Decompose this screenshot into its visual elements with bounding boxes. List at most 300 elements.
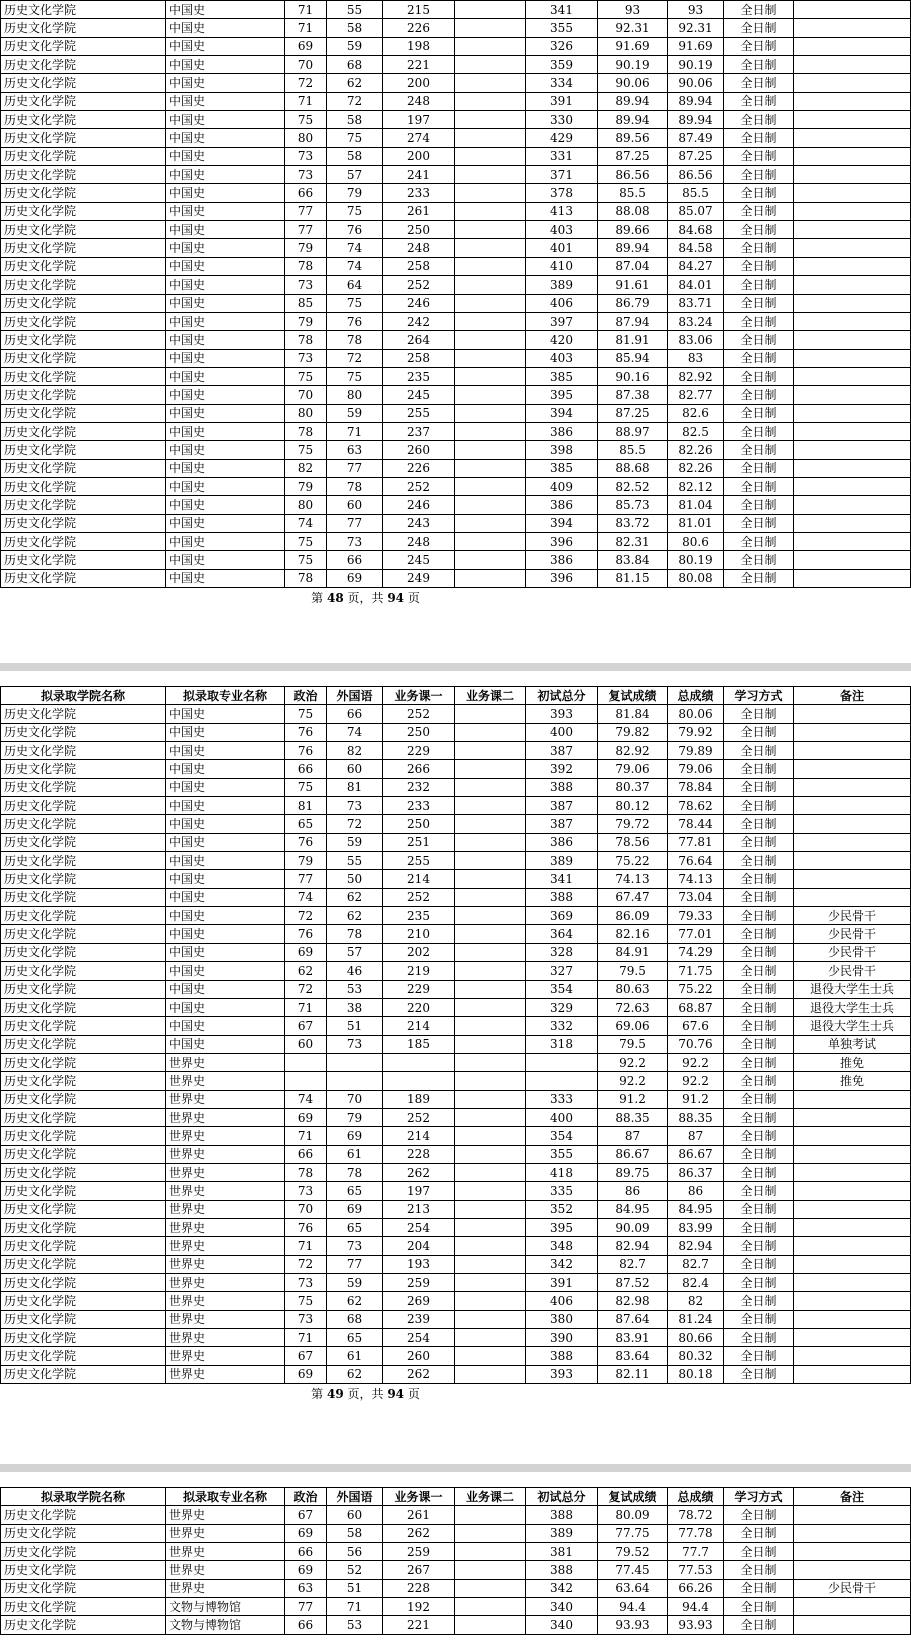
table-cell: 390: [526, 1329, 598, 1347]
table-cell: [455, 184, 526, 202]
table-cell: 77.53: [668, 1561, 724, 1579]
table-cell: 46: [327, 962, 383, 980]
table-cell: 232: [383, 778, 455, 796]
table-cell: 79.82: [598, 723, 668, 741]
table-cell: 74.29: [668, 943, 724, 961]
table-cell: 全日制: [724, 56, 794, 74]
table-cell: 全日制: [724, 477, 794, 495]
column-header: 备注: [794, 687, 911, 705]
admission-table-page-50: [0, 1487, 911, 1635]
table-cell: 60: [327, 760, 383, 778]
table-cell: [794, 569, 911, 587]
table-cell: 72: [285, 74, 327, 92]
table-cell: [794, 1616, 911, 1634]
table-cell: 中国史: [166, 239, 285, 257]
table-cell: 76: [285, 723, 327, 741]
table-cell: 262: [383, 1524, 455, 1542]
table-cell: 393: [526, 705, 598, 723]
table-cell: 84.58: [668, 239, 724, 257]
table-cell: 少民骨干: [794, 962, 911, 980]
table-cell: [455, 294, 526, 312]
table-cell: 78: [327, 477, 383, 495]
table-row: [1, 477, 911, 495]
table-cell: 88.35: [598, 1108, 668, 1126]
table-cell: 80.09: [598, 1506, 668, 1524]
table-cell: 406: [526, 294, 598, 312]
table-cell: 72: [327, 92, 383, 110]
table-cell: 历史文化学院: [1, 1274, 166, 1292]
table-header-row: [1, 687, 911, 705]
table-cell: 历史文化学院: [1, 962, 166, 980]
table-cell: 58: [327, 19, 383, 37]
table-cell: 72: [285, 980, 327, 998]
table-cell: 81.91: [598, 331, 668, 349]
table-cell: [327, 1072, 383, 1090]
table-cell: 历史文化学院: [1, 760, 166, 778]
table-cell: 中国史: [166, 92, 285, 110]
table-cell: 中国史: [166, 496, 285, 514]
table-cell: 391: [526, 92, 598, 110]
column-header: 政治: [285, 687, 327, 705]
table-cell: 推免: [794, 1053, 911, 1071]
table-cell: 62: [285, 962, 327, 980]
table-cell: 中国史: [166, 441, 285, 459]
table-cell: 348: [526, 1237, 598, 1255]
table-cell: 86.37: [668, 1163, 724, 1181]
table-cell: [455, 943, 526, 961]
table-cell: [794, 276, 911, 294]
table-cell: 90.16: [598, 367, 668, 385]
table-cell: 历史文化学院: [1, 569, 166, 587]
table-cell: 全日制: [724, 1310, 794, 1328]
table-cell: 213: [383, 1200, 455, 1218]
table-cell: [285, 1053, 327, 1071]
table-cell: 历史文化学院: [1, 870, 166, 888]
table-cell: 中国史: [166, 514, 285, 532]
table-row: [1, 797, 911, 815]
table-cell: 264: [383, 331, 455, 349]
table-cell: 192: [383, 1598, 455, 1616]
table-cell: 全日制: [724, 1506, 794, 1524]
table-cell: 历史文化学院: [1, 1579, 166, 1597]
table-cell: 75: [285, 367, 327, 385]
table-cell: 全日制: [724, 441, 794, 459]
table-cell: 76: [327, 312, 383, 330]
table-cell: 94.4: [668, 1598, 724, 1616]
table-cell: 中国史: [166, 815, 285, 833]
table-cell: 全日制: [724, 74, 794, 92]
table-cell: 87.49: [668, 129, 724, 147]
table-cell: [794, 441, 911, 459]
column-header: 复试成绩: [598, 1488, 668, 1506]
table-cell: 74: [327, 257, 383, 275]
table-cell: 77.45: [598, 1561, 668, 1579]
table-row: [1, 74, 911, 92]
table-cell: 历史文化学院: [1, 37, 166, 55]
table-cell: 82.98: [598, 1292, 668, 1310]
table-cell: 56: [327, 1543, 383, 1561]
table-cell: [455, 1524, 526, 1542]
table-row: [1, 1255, 911, 1273]
table-cell: 中国史: [166, 331, 285, 349]
table-cell: 历史文化学院: [1, 74, 166, 92]
table-row: [1, 778, 911, 796]
table-cell: 63: [285, 1579, 327, 1597]
table-cell: 中国史: [166, 166, 285, 184]
table-cell: 371: [526, 166, 598, 184]
table-cell: 80: [285, 129, 327, 147]
table-cell: 62: [327, 888, 383, 906]
table-cell: 全日制: [724, 1163, 794, 1181]
table-cell: 中国史: [166, 276, 285, 294]
table-cell: 69: [285, 943, 327, 961]
table-cell: 420: [526, 331, 598, 349]
table-cell: 261: [383, 1506, 455, 1524]
table-cell: 71: [327, 1598, 383, 1616]
table-cell: 历史文化学院: [1, 166, 166, 184]
table-row: [1, 111, 911, 129]
table-cell: 78.44: [668, 815, 724, 833]
table-cell: [455, 477, 526, 495]
table-row: [1, 1, 911, 19]
table-cell: [455, 1561, 526, 1579]
table-cell: 中国史: [166, 998, 285, 1016]
table-cell: 397: [526, 312, 598, 330]
table-cell: 70: [285, 386, 327, 404]
table-cell: [455, 331, 526, 349]
table-cell: [383, 1053, 455, 1071]
table-cell: 全日制: [724, 202, 794, 220]
table-cell: 72: [285, 1255, 327, 1273]
column-header: 拟录取学院名称: [1, 687, 166, 705]
table-cell: 82: [285, 459, 327, 477]
table-cell: 历史文化学院: [1, 202, 166, 220]
table-cell: 266: [383, 760, 455, 778]
table-cell: 全日制: [724, 1237, 794, 1255]
table-row: [1, 257, 911, 275]
table-cell: 84.95: [668, 1200, 724, 1218]
table-cell: 246: [383, 496, 455, 514]
table-cell: 228: [383, 1579, 455, 1597]
table-cell: 79.89: [668, 742, 724, 760]
table-cell: 世界史: [166, 1365, 285, 1383]
table-cell: 81.01: [668, 514, 724, 532]
table-cell: 80: [285, 404, 327, 422]
table-cell: 全日制: [724, 1127, 794, 1145]
table-cell: [794, 514, 911, 532]
table-cell: [794, 797, 911, 815]
table-cell: 中国史: [166, 422, 285, 440]
column-header: 初试总分: [526, 687, 598, 705]
table-row: [1, 1218, 911, 1236]
table-cell: 历史文化学院: [1, 888, 166, 906]
column-header: 业务课二: [455, 687, 526, 705]
table-cell: 75: [327, 367, 383, 385]
table-cell: [794, 294, 911, 312]
table-cell: [794, 1108, 911, 1126]
table-row: [1, 1543, 911, 1561]
table-cell: 85.07: [668, 202, 724, 220]
table-cell: 全日制: [724, 980, 794, 998]
table-cell: 79.52: [598, 1543, 668, 1561]
table-cell: 91.69: [668, 37, 724, 55]
table-cell: 历史文化学院: [1, 349, 166, 367]
table-row: [1, 422, 911, 440]
table-cell: 历史文化学院: [1, 1506, 166, 1524]
table-row: [1, 1329, 911, 1347]
table-cell: 248: [383, 92, 455, 110]
table-cell: 269: [383, 1292, 455, 1310]
table-cell: 66: [285, 1145, 327, 1163]
table-cell: 71: [285, 998, 327, 1016]
table-row: [1, 386, 911, 404]
table-cell: 87: [598, 1127, 668, 1145]
table-cell: [455, 1200, 526, 1218]
table-cell: 59: [327, 1274, 383, 1292]
table-row: [1, 1310, 911, 1328]
table-cell: 89.94: [598, 239, 668, 257]
table-cell: 55: [327, 1, 383, 19]
table-cell: 83.71: [668, 294, 724, 312]
table-row: [1, 459, 911, 477]
table-cell: 197: [383, 1182, 455, 1200]
table-cell: 387: [526, 797, 598, 815]
table-cell: 386: [526, 833, 598, 851]
table-cell: 259: [383, 1543, 455, 1561]
table-cell: [794, 496, 911, 514]
table-cell: 全日制: [724, 1182, 794, 1200]
table-row: [1, 1237, 911, 1255]
table-row: [1, 1127, 911, 1145]
table-cell: 409: [526, 477, 598, 495]
table-cell: 66: [285, 760, 327, 778]
table-cell: 254: [383, 1218, 455, 1236]
table-cell: 83.91: [598, 1329, 668, 1347]
table-cell: 79: [327, 184, 383, 202]
table-cell: 世界史: [166, 1163, 285, 1181]
table-cell: 全日制: [724, 386, 794, 404]
table-cell: 77: [285, 1598, 327, 1616]
table-cell: 世界史: [166, 1310, 285, 1328]
table-cell: 历史文化学院: [1, 1347, 166, 1365]
table-cell: 少民骨干: [794, 943, 911, 961]
table-cell: [794, 221, 911, 239]
table-cell: [794, 312, 911, 330]
table-cell: 364: [526, 925, 598, 943]
table-cell: 235: [383, 367, 455, 385]
table-cell: 65: [327, 1182, 383, 1200]
table-cell: 262: [383, 1163, 455, 1181]
table-row: [1, 1561, 911, 1579]
table-cell: [455, 514, 526, 532]
table-cell: 历史文化学院: [1, 532, 166, 550]
column-header: 拟录取专业名称: [166, 1488, 285, 1506]
table-cell: 214: [383, 870, 455, 888]
table-cell: 中国史: [166, 111, 285, 129]
table-cell: 单独考试: [794, 1035, 911, 1053]
table-row: [1, 1200, 911, 1218]
table-cell: 252: [383, 477, 455, 495]
table-cell: 215: [383, 1, 455, 19]
table-row: [1, 404, 911, 422]
table-row: [1, 239, 911, 257]
table-body: [1, 1506, 911, 1634]
table-cell: [794, 404, 911, 422]
table-cell: 中国史: [166, 221, 285, 239]
table-cell: 中国史: [166, 723, 285, 741]
table-cell: [455, 1616, 526, 1634]
table-cell: 73: [285, 1182, 327, 1200]
table-cell: 252: [383, 276, 455, 294]
table-row: [1, 1365, 911, 1383]
table-row: [1, 1182, 911, 1200]
table-cell: 248: [383, 239, 455, 257]
table-cell: 73: [327, 797, 383, 815]
table-row: [1, 943, 911, 961]
table-cell: 74: [285, 1090, 327, 1108]
table-cell: 77.78: [668, 1524, 724, 1542]
table-cell: 78.84: [668, 778, 724, 796]
table-cell: 历史文化学院: [1, 1035, 166, 1053]
table-cell: 65: [327, 1218, 383, 1236]
table-cell: 388: [526, 1561, 598, 1579]
table-cell: 历史文化学院: [1, 221, 166, 239]
table-row: [1, 962, 911, 980]
table-cell: 57: [327, 166, 383, 184]
table-cell: 341: [526, 1, 598, 19]
table-cell: 59: [327, 404, 383, 422]
table-cell: 228: [383, 1145, 455, 1163]
table-cell: 世界史: [166, 1108, 285, 1126]
table-cell: [794, 888, 911, 906]
table-cell: 429: [526, 129, 598, 147]
table-cell: 79: [285, 239, 327, 257]
table-cell: 世界史: [166, 1347, 285, 1365]
table-cell: 83.72: [598, 514, 668, 532]
table-cell: 全日制: [724, 778, 794, 796]
table-cell: [455, 532, 526, 550]
table-cell: 92.31: [598, 19, 668, 37]
table-cell: 241: [383, 166, 455, 184]
table-cell: 267: [383, 1561, 455, 1579]
table-row: [1, 1090, 911, 1108]
table-cell: 历史文化学院: [1, 1524, 166, 1542]
table-cell: 推免: [794, 1072, 911, 1090]
column-header: 复试成绩: [598, 687, 668, 705]
table-cell: [455, 1292, 526, 1310]
table-cell: 395: [526, 1218, 598, 1236]
table-cell: [794, 852, 911, 870]
column-header: 拟录取专业名称: [166, 687, 285, 705]
table-cell: 73: [285, 1310, 327, 1328]
table-cell: 历史文化学院: [1, 386, 166, 404]
table-cell: 77.7: [668, 1543, 724, 1561]
table-cell: 86: [668, 1182, 724, 1200]
table-cell: [455, 1274, 526, 1292]
table-cell: 79.92: [668, 723, 724, 741]
table-cell: 世界史: [166, 1237, 285, 1255]
table-cell: 世界史: [166, 1145, 285, 1163]
table-cell: 全日制: [724, 331, 794, 349]
table-cell: 74: [327, 723, 383, 741]
table-cell: 66: [327, 551, 383, 569]
table-cell: 77: [285, 202, 327, 220]
table-cell: [794, 239, 911, 257]
table-cell: [455, 852, 526, 870]
table-cell: 342: [526, 1579, 598, 1597]
table-cell: 86: [598, 1182, 668, 1200]
table-row: [1, 56, 911, 74]
table-cell: 80.18: [668, 1365, 724, 1383]
table-cell: 78: [327, 925, 383, 943]
table-cell: 历史文化学院: [1, 276, 166, 294]
table-row: [1, 1506, 911, 1524]
table-cell: 历史文化学院: [1, 1163, 166, 1181]
table-cell: [794, 477, 911, 495]
table-cell: [455, 1506, 526, 1524]
table-cell: 82.92: [668, 367, 724, 385]
table-cell: 86.67: [668, 1145, 724, 1163]
column-header: 业务课一: [383, 687, 455, 705]
table-cell: [455, 496, 526, 514]
table-cell: 86.56: [598, 166, 668, 184]
table-cell: [526, 1053, 598, 1071]
table-cell: 58: [327, 111, 383, 129]
table-cell: 世界史: [166, 1329, 285, 1347]
table-row: [1, 1524, 911, 1542]
table-cell: 233: [383, 797, 455, 815]
table-cell: 57: [327, 943, 383, 961]
table-cell: 全日制: [724, 294, 794, 312]
table-cell: [455, 312, 526, 330]
table-cell: 340: [526, 1598, 598, 1616]
table-cell: 全日制: [724, 496, 794, 514]
table-cell: 94.4: [598, 1598, 668, 1616]
table-cell: 88.68: [598, 459, 668, 477]
table-cell: [794, 129, 911, 147]
table-cell: [455, 1255, 526, 1273]
table-cell: 88.08: [598, 202, 668, 220]
table-cell: 历史文化学院: [1, 404, 166, 422]
table-body: [1, 1, 911, 588]
table-row: [1, 742, 911, 760]
table-cell: 326: [526, 37, 598, 55]
table-cell: 87.04: [598, 257, 668, 275]
table-cell: 69.06: [598, 1017, 668, 1035]
table-cell: 72: [285, 907, 327, 925]
table-cell: 82: [327, 742, 383, 760]
table-cell: 400: [526, 1108, 598, 1126]
table-row: [1, 980, 911, 998]
table-cell: 82.4: [668, 1274, 724, 1292]
table-cell: 78.56: [598, 833, 668, 851]
table-cell: 79.5: [598, 1035, 668, 1053]
table-cell: 60: [327, 1506, 383, 1524]
table-cell: 全日制: [724, 998, 794, 1016]
table-cell: [526, 1072, 598, 1090]
table-row: [1, 907, 911, 925]
table-cell: [794, 1200, 911, 1218]
table-cell: 90.06: [598, 74, 668, 92]
table-cell: 82.7: [668, 1255, 724, 1273]
table-cell: 388: [526, 1506, 598, 1524]
table-cell: 73: [327, 532, 383, 550]
table-cell: 全日制: [724, 367, 794, 385]
table-cell: 中国史: [166, 184, 285, 202]
table-row: [1, 37, 911, 55]
table-cell: 历史文化学院: [1, 1017, 166, 1035]
table-cell: [455, 239, 526, 257]
